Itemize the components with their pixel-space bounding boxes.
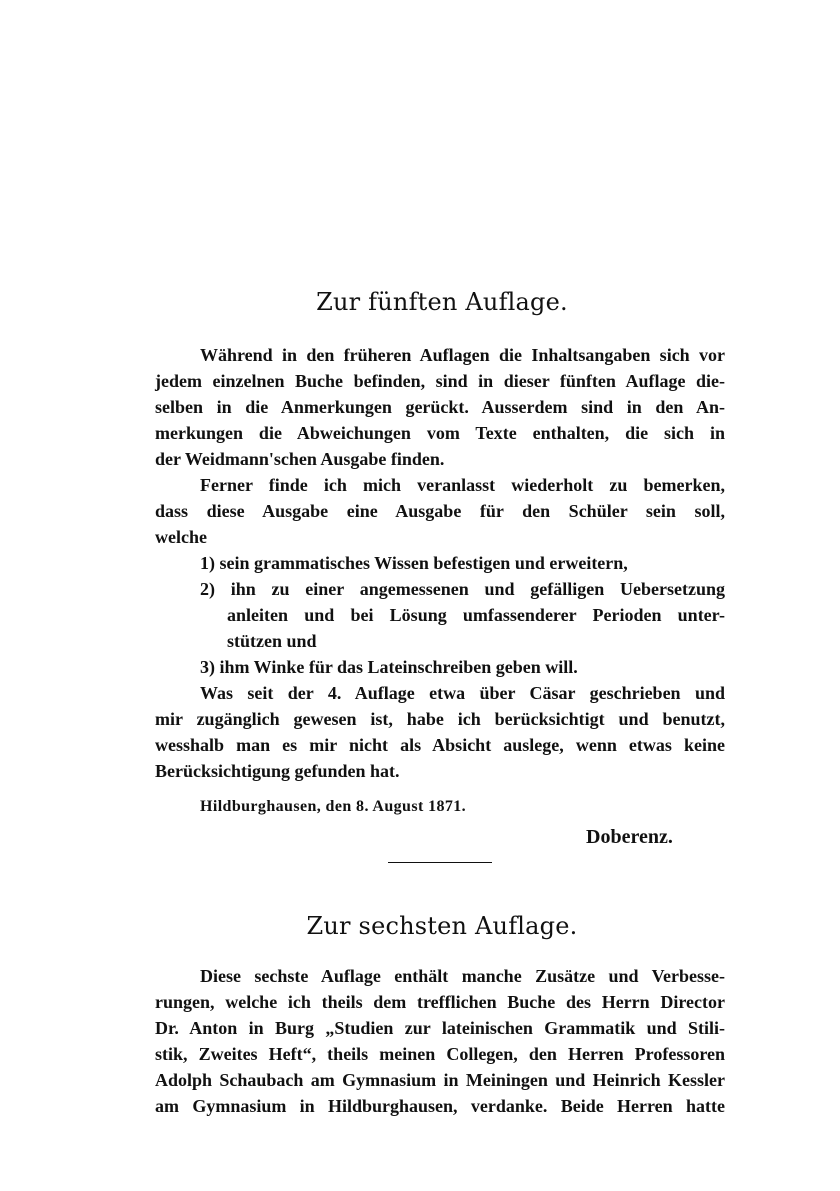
list-item: 2) ihn zu einer angemessenen und gefälligen Uebersetzung (200, 579, 725, 599)
signature: Doberenz. (586, 826, 673, 848)
text-line: der Weidmann'schen Ausgabe finden. (155, 449, 445, 469)
list-item: 3) ihm Winke für das Lateinschreiben geben will. (200, 657, 578, 677)
list-item: 1) sein grammatisches Wissen befestigen und erweitern, (200, 553, 628, 573)
text-line: Was seit der 4. Auflage etwa über Cäsar geschrieben und (200, 683, 725, 703)
text-line: selben in die Anmerkungen gerückt. Ausserdem sind in den An- (155, 397, 725, 417)
section-heading-sixth-edition: Zur sechsten Auflage. (306, 912, 578, 940)
list-item-continuation: stützen und (227, 631, 317, 651)
text-line: mir zugänglich gewesen ist, habe ich berücksichtigt und benutzt, (155, 709, 725, 729)
section-heading-fifth-edition: Zur fünften Auflage. (316, 288, 568, 316)
text-line: rungen, welche ich theils dem trefflichen Buche des Herrn Director (155, 992, 725, 1012)
text-line: Berücksichtigung gefunden hat. (155, 761, 400, 781)
text-line: Diese sechste Auflage enthält manche Zusätze und Verbesse- (200, 966, 725, 986)
text-line: merkungen die Abweichungen vom Texte enthalten, die sich in (155, 423, 725, 443)
text-line: jedem einzelnen Buche befinden, sind in dieser fünften Auflage die- (155, 371, 725, 391)
divider (388, 862, 492, 863)
text-line: Adolph Schaubach am Gymnasium in Meiningen und Heinrich Kessler (155, 1070, 725, 1090)
text-line: wesshalb man es mir nicht als Absicht auslege, wenn etwas keine (155, 735, 725, 755)
text-line: Während in den früheren Auflagen die Inhaltsangaben sich vor (200, 345, 725, 365)
text-line: Dr. Anton in Burg „Studien zur lateinischen Grammatik und Stili- (155, 1018, 725, 1038)
text-line: stik, Zweites Heft“, theils meinen Collegen, den Herren Professoren (155, 1044, 725, 1064)
list-item-continuation: anleiten und bei Lösung umfassenderer Perioden unter- (227, 605, 725, 625)
text-line: am Gymnasium in Hildburghausen, verdanke. Beide Herren hatte (155, 1096, 725, 1116)
dateline: Hildburghausen, den 8. August 1871. (200, 798, 467, 815)
text-line: welche (155, 527, 207, 547)
text-line: Ferner finde ich mich veranlasst wiederholt zu bemerken, (200, 475, 725, 495)
text-line: dass diese Ausgabe eine Ausgabe für den Schüler sein soll, (155, 501, 725, 521)
